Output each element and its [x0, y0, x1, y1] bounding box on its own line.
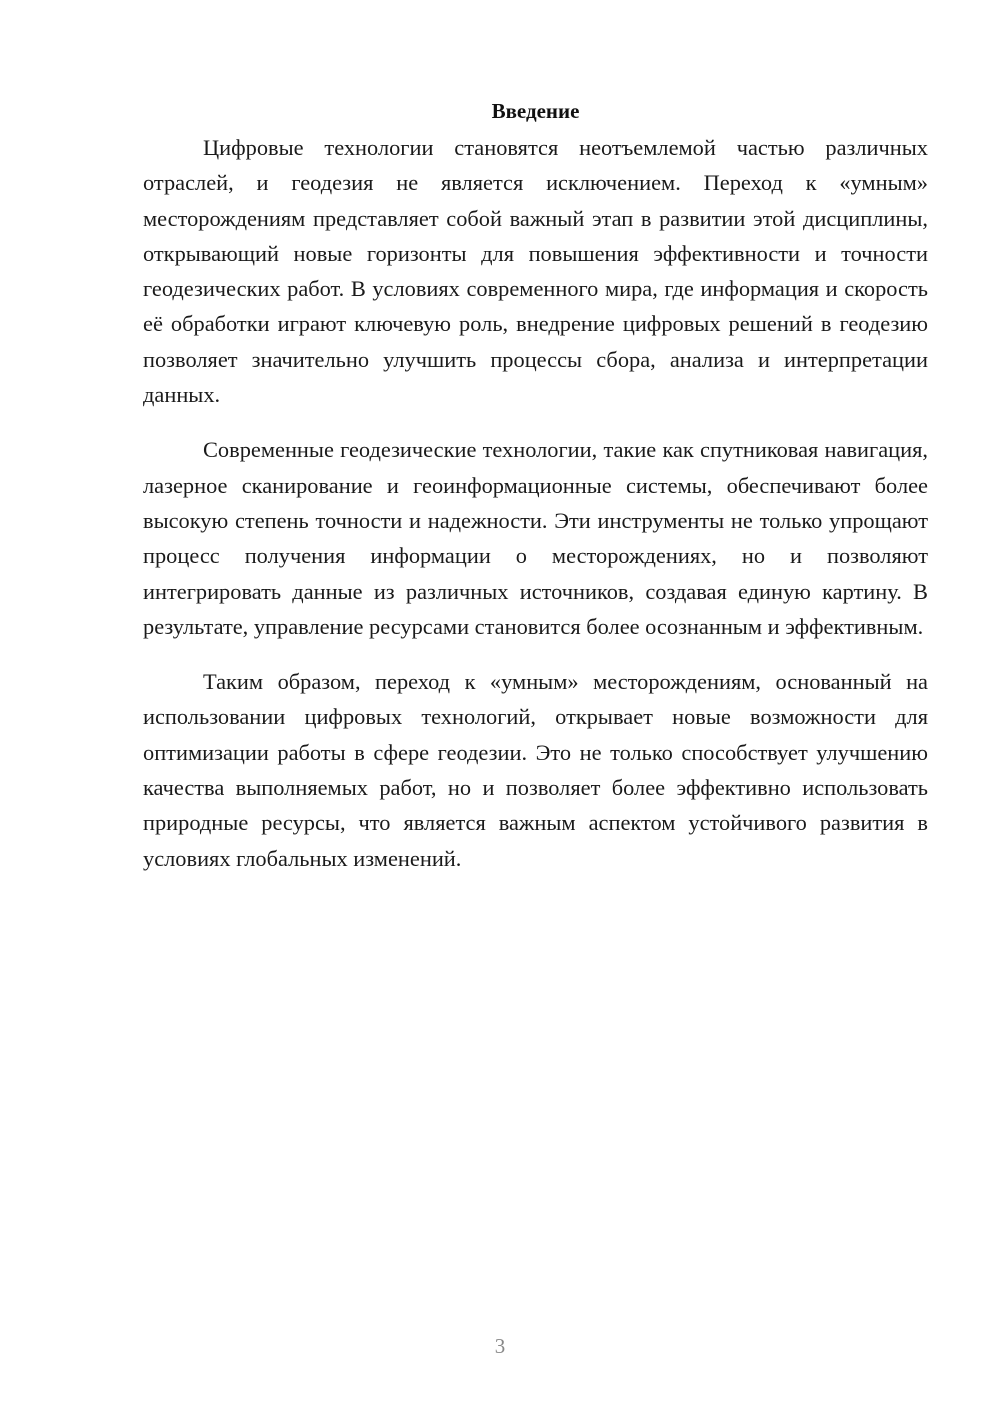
paragraph-2: Современные геодезические технологии, такие как спутниковая навигация, лазерное сканирование и геоинформационные системы, обеспечивают более высокую степень точности и надежности. Эти инструменты не только упрощают процесс получения информации о месторождениях, но и позволяют интегрировать данные из различных источников, создавая единую картину. В результате, управление ресурсами становится более осознанным и эффективным. — [143, 437, 928, 639]
page-number: 3 — [494, 1334, 506, 1358]
paragraph-3: Таким образом, переход к «умным» месторождениям, основанный на использовании цифровых технологий, открывает новые возможности для оптимизации работы в сфере геодезии. Это не только способствует улучшению качества выполняемых работ, но и позволяет более эффективно использовать природные ресурсы, что является важным аспектом устойчивого развития в условиях глобальных изменений. — [143, 669, 928, 871]
document-page — [143, 96, 928, 896]
section-heading: Введение — [491, 99, 580, 123]
paragraph-1: Цифровые технологии становятся неотъемлемой частью различных отраслей, и геодезия не является исключением. Переход к «умным» месторождениям представляет собой важный этап в развитии этой дисциплины, открывающий новые горизонты для повышения эффективности и точности геодезических работ. В условиях современного мира, где информация и скорость её обработки играют ключевую роль, внедрение цифровых решений в геодезию позволяет значительно улучшить процессы сбора, анализа и интерпретации данных. — [143, 135, 928, 408]
